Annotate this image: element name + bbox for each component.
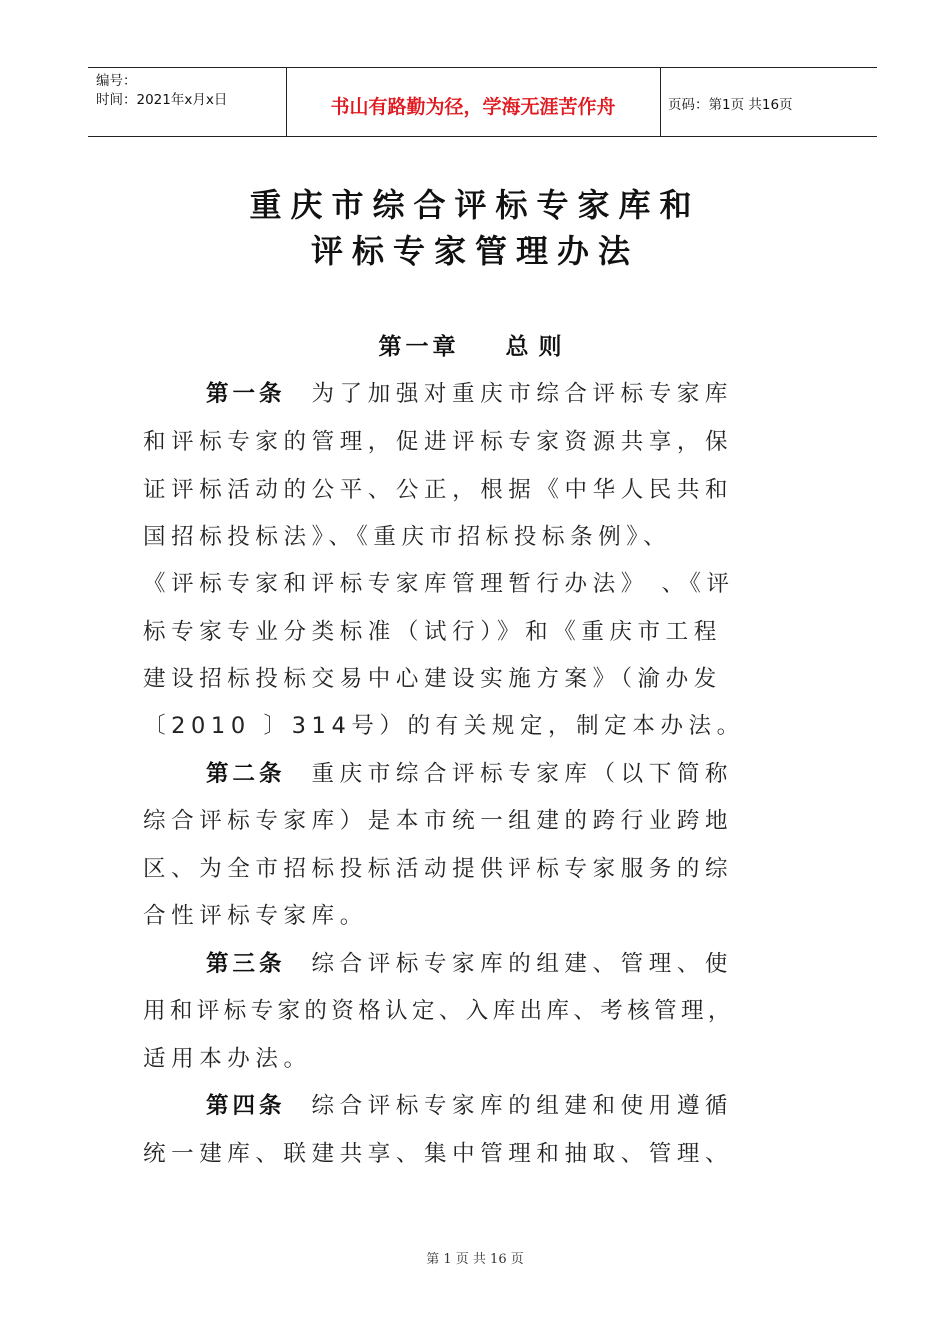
article-paragraph-line bbox=[206, 376, 733, 408]
article-text: 为了加强对重庆市综合评标专家库 bbox=[311, 381, 734, 407]
article-paragraph-line: 用和评标专家的资格认定、入库出库、考核管理， bbox=[143, 998, 735, 1024]
header-slogan: 书山有路勤为径，学海无涯苦作舟 bbox=[330, 96, 616, 118]
article-paragraph-line: 综合评标专家库）是本市统一组建的跨行业跨地 bbox=[143, 808, 734, 834]
article-label: 第三条 bbox=[206, 951, 286, 977]
article-label: 第四条 bbox=[206, 1093, 286, 1119]
chapter-heading bbox=[0, 328, 950, 361]
document-title-line-1: 重庆市综合评标专家库和 bbox=[249, 186, 701, 224]
article-paragraph-line: 证评标活动的公平、公正，根据《中华人民共和 bbox=[143, 477, 734, 503]
article-label: 第二条 bbox=[206, 761, 286, 787]
header-divider bbox=[660, 68, 661, 136]
article-paragraph-line: 合性评标专家库。 bbox=[143, 903, 368, 929]
article-paragraph-line bbox=[206, 1088, 733, 1120]
article-text: 综合评标专家库的组建和使用遵循 bbox=[311, 1093, 734, 1119]
number-label: 编号： bbox=[96, 73, 137, 89]
document-title-line-2: 评标专家管理办法 bbox=[310, 232, 639, 270]
article-paragraph-line bbox=[206, 946, 733, 978]
article-paragraph-line: 〔2010 〕314号）的有关规定，制定本办法。 bbox=[143, 713, 745, 739]
article-paragraph-line: 建设招标投标交易中心建设实施方案》（渝办发 bbox=[143, 666, 722, 692]
article-label: 第一条 bbox=[206, 381, 286, 407]
article-paragraph-line bbox=[206, 756, 733, 788]
article-paragraph-line: 适用本办法。 bbox=[143, 1046, 312, 1072]
document-header bbox=[88, 67, 877, 137]
article-paragraph-line: 《评标专家和评标专家库管理暂行办法》 、《评 bbox=[143, 571, 735, 597]
article-paragraph-line: 标专家专业分类标准（试行）》和《重庆市工程 bbox=[143, 619, 722, 645]
chapter-name: 总则 bbox=[505, 334, 572, 360]
page-footer: 第 1 页 共 16 页 bbox=[426, 1252, 524, 1267]
article-paragraph-line: 区、为全市招标投标活动提供评标专家服务的综 bbox=[143, 856, 734, 882]
article-paragraph-line: 和评标专家的管理，促进评标专家资源共享，保 bbox=[143, 429, 734, 455]
time-label: 时间：2021年x月x日 bbox=[96, 92, 228, 108]
article-text: 综合评标专家库的组建、管理、使 bbox=[311, 951, 734, 977]
header-meta bbox=[96, 72, 227, 110]
article-text: 重庆市综合评标专家库（以下简称 bbox=[311, 761, 734, 787]
article-paragraph-line: 国招标投标法》、《重庆市招标投标条例》、 bbox=[143, 524, 672, 550]
chapter-number: 第一章 bbox=[378, 334, 460, 360]
header-page-label: 页码：第1页 共16页 bbox=[668, 97, 793, 113]
article-paragraph-line: 统一建库、联建共享、集中管理和抽取、管理、 bbox=[143, 1141, 734, 1167]
